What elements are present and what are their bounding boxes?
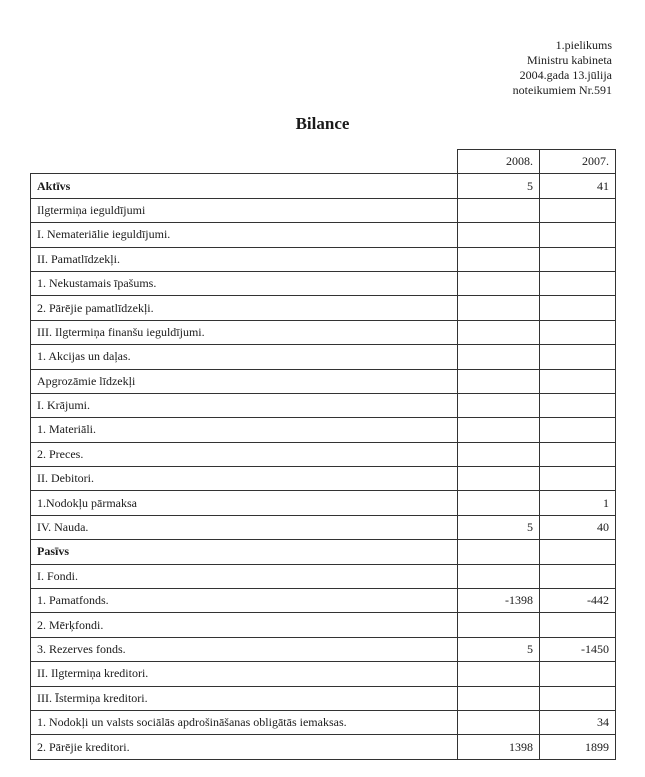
year-header-2008: 2008. bbox=[458, 150, 540, 174]
row-label: 1. Pamatfonds. bbox=[31, 589, 458, 613]
value-2007: 1899 bbox=[540, 735, 616, 759]
value-2007 bbox=[540, 271, 616, 295]
table-row bbox=[31, 540, 616, 564]
value-2008 bbox=[458, 393, 540, 417]
table-row bbox=[31, 662, 616, 686]
value-2007 bbox=[540, 564, 616, 588]
value-2007 bbox=[540, 442, 616, 466]
table-row bbox=[31, 515, 616, 539]
row-label: II. Debitori. bbox=[31, 467, 458, 491]
value-2008 bbox=[458, 247, 540, 271]
table-row bbox=[31, 247, 616, 271]
value-2008 bbox=[458, 686, 540, 710]
table-row bbox=[31, 345, 616, 369]
value-2007 bbox=[540, 662, 616, 686]
value-2008: -1398 bbox=[458, 589, 540, 613]
value-2008 bbox=[458, 540, 540, 564]
row-label: 2. Preces. bbox=[31, 442, 458, 466]
table-row bbox=[31, 174, 616, 198]
value-2008 bbox=[458, 296, 540, 320]
value-2008 bbox=[458, 564, 540, 588]
value-2008 bbox=[458, 271, 540, 295]
table-row bbox=[31, 271, 616, 295]
table-row bbox=[31, 320, 616, 344]
value-2007 bbox=[540, 467, 616, 491]
year-header-2007: 2007. bbox=[540, 150, 616, 174]
value-2007: 34 bbox=[540, 710, 616, 734]
row-label: II. Pamatlīdzekļi. bbox=[31, 247, 458, 271]
table-row bbox=[31, 442, 616, 466]
value-2008 bbox=[458, 345, 540, 369]
row-label: Aktīvs bbox=[31, 174, 458, 198]
row-label: III. Ilgtermiņa finanšu ieguldījumi. bbox=[31, 320, 458, 344]
value-2008 bbox=[458, 467, 540, 491]
table-row bbox=[31, 467, 616, 491]
value-2007 bbox=[540, 369, 616, 393]
row-label: I. Fondi. bbox=[31, 564, 458, 588]
value-2007: 40 bbox=[540, 515, 616, 539]
row-label: Pasīvs bbox=[31, 540, 458, 564]
value-2008 bbox=[458, 491, 540, 515]
value-2008: 5 bbox=[458, 174, 540, 198]
row-label: 1. Akcijas un daļas. bbox=[31, 345, 458, 369]
row-label: 1. Nodokļi un valsts sociālās apdrošināšanas obligātās iemaksas. bbox=[31, 710, 458, 734]
document-title: Bilance bbox=[295, 114, 350, 133]
table-row bbox=[31, 564, 616, 588]
table-row bbox=[31, 686, 616, 710]
value-2007 bbox=[540, 540, 616, 564]
table-row bbox=[31, 613, 616, 637]
table-row bbox=[31, 735, 616, 759]
table-row bbox=[31, 198, 616, 222]
table-row bbox=[31, 296, 616, 320]
appendix-line: Ministru kabineta bbox=[527, 53, 612, 67]
row-label: I. Nemateriālie ieguldījumi. bbox=[31, 223, 458, 247]
table-row bbox=[31, 418, 616, 442]
table-row bbox=[31, 637, 616, 661]
appendix-line: 2004.gada 13.jūlija bbox=[519, 68, 612, 82]
value-2007 bbox=[540, 613, 616, 637]
row-label: Apgrozāmie līdzekļi bbox=[31, 369, 458, 393]
value-2007 bbox=[540, 223, 616, 247]
row-label: 1. Materiāli. bbox=[31, 418, 458, 442]
row-label: 1. Nekustamais īpašums. bbox=[31, 271, 458, 295]
value-2007 bbox=[540, 686, 616, 710]
row-label: I. Krājumi. bbox=[31, 393, 458, 417]
value-2008 bbox=[458, 442, 540, 466]
value-2007 bbox=[540, 296, 616, 320]
value-2007 bbox=[540, 247, 616, 271]
value-2008: 5 bbox=[458, 515, 540, 539]
appendix-line: noteikumiem Nr.591 bbox=[512, 83, 612, 97]
value-2007: -442 bbox=[540, 589, 616, 613]
value-2007: -1450 bbox=[540, 637, 616, 661]
row-label: 3. Rezerves fonds. bbox=[31, 637, 458, 661]
table-row bbox=[31, 369, 616, 393]
value-2008 bbox=[458, 320, 540, 344]
value-2008 bbox=[458, 223, 540, 247]
row-label: 2. Pārējie kreditori. bbox=[31, 735, 458, 759]
value-2007 bbox=[540, 198, 616, 222]
value-2008 bbox=[458, 369, 540, 393]
year-header-row bbox=[31, 150, 616, 174]
row-label: 1.Nodokļu pārmaksa bbox=[31, 491, 458, 515]
balance-table-body bbox=[31, 150, 616, 760]
row-label: IV. Nauda. bbox=[31, 515, 458, 539]
table-row bbox=[31, 491, 616, 515]
value-2008: 5 bbox=[458, 637, 540, 661]
table-row bbox=[31, 393, 616, 417]
table-row bbox=[31, 710, 616, 734]
row-label: 2. Mērķfondi. bbox=[31, 613, 458, 637]
appendix-reference bbox=[513, 38, 612, 98]
value-2007: 1 bbox=[540, 491, 616, 515]
value-2007 bbox=[540, 320, 616, 344]
row-label: III. Īstermiņa kreditori. bbox=[31, 686, 458, 710]
row-label: 2. Pārējie pamatlīdzekļi. bbox=[31, 296, 458, 320]
value-2007 bbox=[540, 393, 616, 417]
row-label: II. Ilgtermiņa kreditori. bbox=[31, 662, 458, 686]
table-row bbox=[31, 589, 616, 613]
value-2008 bbox=[458, 418, 540, 442]
value-2008 bbox=[458, 198, 540, 222]
balance-table bbox=[30, 149, 616, 760]
value-2008 bbox=[458, 662, 540, 686]
value-2008 bbox=[458, 613, 540, 637]
value-2007 bbox=[540, 345, 616, 369]
value-2008: 1398 bbox=[458, 735, 540, 759]
value-2007: 41 bbox=[540, 174, 616, 198]
header-spacer-cell bbox=[31, 150, 458, 174]
value-2007 bbox=[540, 418, 616, 442]
appendix-line: 1.pielikums bbox=[555, 38, 612, 52]
value-2008 bbox=[458, 710, 540, 734]
table-row bbox=[31, 223, 616, 247]
row-label: Ilgtermiņa ieguldījumi bbox=[31, 198, 458, 222]
